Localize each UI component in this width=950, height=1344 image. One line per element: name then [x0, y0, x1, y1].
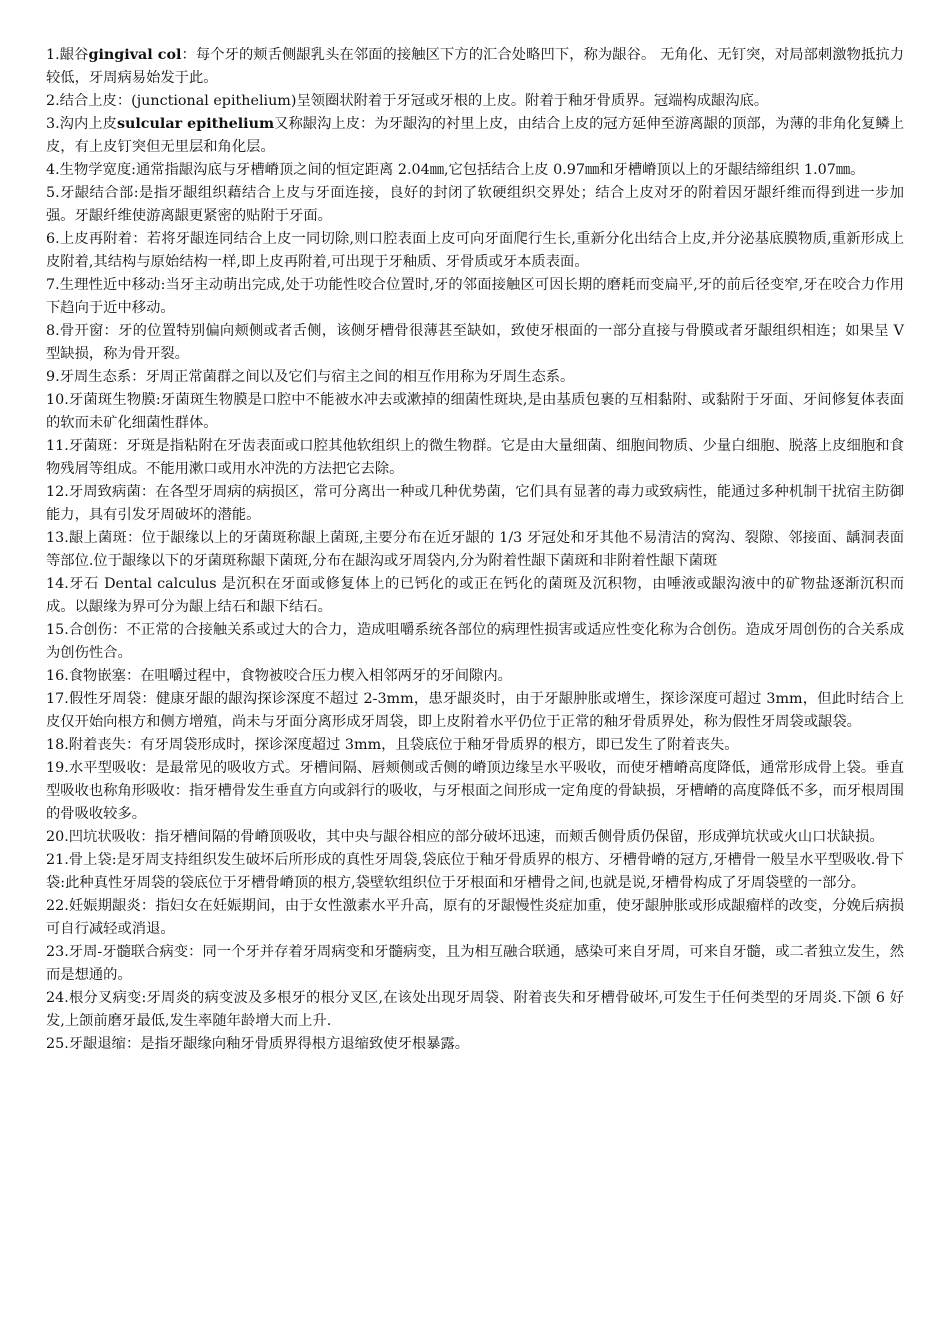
entry-term: 牙菌斑 — [68, 438, 113, 454]
entry-definition: 牙的位置特别偏向颊侧或者舌侧，该侧牙槽骨很薄甚至缺如，致使牙根面的一部分直接与骨膜或者牙龈组织相连；如果呈 V 型缺损，称为骨开裂。 — [46, 323, 905, 362]
entry-definition: 是最常见的吸收方式。牙槽间隔、唇颊侧或舌侧的嵴顶边缘呈水平吸收，而使牙槽嵴高度降低，通常形成骨上袋。垂直型吸收也称角形吸收：指牙槽骨发生垂直方向或斜行的吸收，与牙根面之间形成一定角度的骨缺损，牙槽嵴的高度降低不多，而牙根周围的骨吸收较多。 — [46, 760, 905, 822]
entry-separator: : — [160, 277, 166, 293]
glossary-entry — [46, 734, 904, 757]
glossary-entry — [46, 389, 904, 435]
entry-number: 1. — [46, 47, 60, 63]
glossary-entry — [46, 90, 904, 113]
entry-definition: 有牙周袋形成时，探诊深度超过 3mm，且袋底位于釉牙骨质界的根方，即已发生了附着丧失。 — [140, 737, 739, 753]
glossary-entry — [46, 895, 904, 941]
entry-number: 24. — [46, 990, 69, 1006]
glossary-entry — [46, 757, 904, 826]
entry-definition: 牙斑是指粘附在牙齿表面或口腔其他软组织上的微生物群。它是由大量细菌、细胞间物质、少量白细胞、脱落上皮细胞和食物残屑等组成。不能用漱口或用水冲洗的方法把它去除。 — [46, 438, 905, 477]
glossary-entry — [46, 182, 904, 228]
glossary-entry — [46, 665, 904, 688]
glossary-entry — [46, 274, 904, 320]
entry-term-english: (junctional epithelium) — [131, 93, 297, 109]
glossary-entry — [46, 228, 904, 274]
entry-definition: 牙菌斑生物膜是口腔中不能被水冲去或漱掉的细菌性斑块,是由基质包裹的互相黏附、或黏附于牙面、牙间修复体表面的软而未矿化细菌性群体。 — [46, 392, 905, 431]
entry-term: 牙周-牙髓联合病变 — [68, 944, 189, 960]
glossary-entry — [46, 113, 904, 159]
glossary-entry — [46, 366, 904, 389]
entry-definition: 是沉积在牙面或修复体上的已钙化的或正在钙化的菌斑及沉积物，由唾液或龈沟液中的矿物盐逐渐沉积而成。以龈缘为界可分为龈上结石和龈下结石。 — [46, 576, 905, 615]
entry-number: 13. — [46, 530, 69, 546]
entry-definition: 指妇女在妊娠期间，由于女性激素水平升高，原有的牙龈慢性炎症加重，使牙龈肿胀或形成龈瘤样的改变，分娩后病损可自行减轻或消退。 — [46, 898, 905, 937]
entry-term: 牙周致病菌 — [68, 484, 141, 500]
entry-separator: ： — [140, 829, 155, 845]
entry-term: 结合上皮： — [59, 93, 132, 109]
entry-separator: ： — [125, 668, 141, 684]
entry-separator: ： — [127, 530, 142, 546]
entry-number: 4. — [46, 162, 60, 178]
entry-number: 11. — [46, 438, 69, 454]
entry-definition: 若将牙龈连同结合上皮一同切除,则口腔表面上皮可向牙面爬行生长,重新分化出结合上皮,并分泌基底膜物质,重新形成上皮附着,其结构与原始结构一样,即上皮再附着,可出现于牙釉质、牙骨质或牙本质表面。 — [46, 231, 904, 270]
entry-term: 妊娠期龈炎 — [68, 898, 141, 914]
entry-separator: ： — [112, 622, 127, 638]
entry-number: 8. — [46, 323, 60, 339]
entry-separator: ： — [141, 691, 156, 707]
entry-separator: : — [131, 162, 136, 178]
entry-term: 水平型吸收 — [68, 760, 141, 776]
entry-term: 合创伤 — [68, 622, 113, 638]
entry-definition: 每个牙的颊舌侧龈乳头在邻面的接触区下方的汇合处略凹下，称为龈谷。 无角化、无钉突，对局部刺激物抵抗力较低，牙周病易始发于此。 — [46, 47, 905, 86]
entry-term: 附着丧失 — [68, 737, 126, 753]
entry-number: 16. — [46, 668, 69, 684]
entry-separator: ： — [140, 484, 156, 500]
entry-term: 牙龈结合部 — [59, 185, 134, 201]
entry-number: 2. — [46, 93, 60, 109]
entry-number: 18. — [46, 737, 69, 753]
entry-term: 骨开窗 — [59, 323, 104, 339]
entry-separator: : — [155, 392, 161, 408]
entry-definition: 牙周炎的病变波及多根牙的根分叉区,在该处出现牙周袋、附着丧失和牙槽骨破坏,可发生于任何类型的牙周炎.下颌 6 好发,上颌前磨牙最低,发生率随年龄增大而上升. — [46, 990, 904, 1029]
entry-separator: ： — [188, 944, 203, 960]
entry-term: 生理性近中移动 — [59, 277, 161, 293]
entry-term: 牙菌斑生物膜 — [68, 392, 156, 408]
entry-term: 牙周生态系 — [59, 369, 132, 385]
glossary-entry — [46, 527, 904, 573]
entry-term-english: sulcular epithelium — [116, 116, 275, 132]
entry-number: 15. — [46, 622, 69, 638]
entry-definition: 在各型牙周病的病损区，常可分离出一种或几种优势菌，它们具有显著的毒力或致病性，能通过多种机制干扰宿主防御能力，具有引发牙周破坏的潜能。 — [46, 484, 905, 523]
entry-separator: ： — [140, 760, 156, 776]
entry-term: 根分叉病变 — [68, 990, 142, 1006]
entry-definition: 当牙主动萌出完成,处于功能性咬合位置时,牙的邻面接触区可因长期的磨耗而变扁平,牙的前后径变窄,牙在咬合力作用下趋向于近中移动。 — [46, 277, 904, 316]
glossary-entry — [46, 44, 904, 90]
glossary-entry — [46, 849, 904, 895]
glossary-entry — [46, 1033, 904, 1056]
entry-separator: : — [141, 990, 147, 1006]
glossary-entry — [46, 619, 904, 665]
entry-number: 12. — [46, 484, 69, 500]
entry-term: 龈谷 — [59, 47, 89, 63]
entry-definition: 在咀嚼过程中，食物被咬合压力楔入相邻两牙的牙间隙内。 — [140, 668, 512, 684]
glossary-entry — [46, 941, 904, 987]
entry-separator: ： — [131, 369, 146, 385]
entry-definition: 呈领圈状附着于牙冠或牙根的上皮。附着于釉牙骨质界。冠端构成龈沟底。 — [296, 93, 769, 109]
entry-term: 假性牙周袋 — [68, 691, 142, 707]
entry-number: 9. — [46, 369, 60, 385]
entry-number: 5. — [46, 185, 60, 201]
entry-definition: 又称龈沟上皮：为牙龈沟的衬里上皮，由结合上皮的冠方延伸至游离龈的顶部，为薄的非角化复鳞上皮，有上皮钉突但无里层和角化层。 — [46, 116, 904, 155]
entry-term: 牙龈退缩 — [68, 1036, 126, 1052]
entry-definition: 同一个牙并存着牙周病变和牙髓病变，且为相互融合联通，感染可来自牙周，可来自牙髓，或二者独立发生，然而是想通的。 — [46, 944, 904, 983]
entry-definition: 指牙槽间隔的骨嵴顶吸收，其中央与龈谷相应的部分破坏迅速，而颊舌侧骨质仍保留，形成弹坑状或火山口状缺损。 — [154, 829, 884, 845]
glossary-entry — [46, 481, 904, 527]
entry-number: 3. — [46, 116, 60, 132]
entry-term: 牙石 Dental calculus — [68, 576, 217, 592]
entry-separator: : — [111, 852, 117, 868]
entry-separator: ： — [112, 438, 127, 454]
entry-term: 生物学宽度 — [59, 162, 132, 178]
entry-number: 14. — [46, 576, 69, 592]
entry-term: 凹坑状吸收 — [68, 829, 141, 845]
entry-number: 25. — [46, 1036, 69, 1052]
entry-separator: ： — [103, 323, 119, 339]
entry-term: 食物嵌塞 — [68, 668, 126, 684]
entry-term: 骨上袋 — [68, 852, 112, 868]
entry-definition: 是指牙龈组织藉结合上皮与牙面连接，良好的封闭了软硬组织交界处；结合上皮对牙的附着因牙龈纤维而得到进一步加强。牙龈纤维使游离龈更紧密的贴附于牙面。 — [46, 185, 904, 224]
glossary-entry — [46, 435, 904, 481]
entry-number: 10. — [46, 392, 69, 408]
entry-term: 沟内上皮 — [59, 116, 117, 132]
glossary-entry — [46, 987, 904, 1033]
entry-definition: 不正常的合接触关系或过大的合力，造成咀嚼系统各部位的病理性损害或适应性变化称为合创伤。造成牙周创伤的合关系成为创伤性合。 — [46, 622, 905, 661]
entry-number: 17. — [46, 691, 69, 707]
entry-term-english: gingival col — [88, 47, 182, 63]
entry-definition: 是指牙龈缘向釉牙骨质界得根方退缩致使牙根暴露。 — [140, 1036, 470, 1052]
entry-definition: 牙周正常菌群之间以及它们与宿主之间的相互作用称为牙周生态系。 — [145, 369, 575, 385]
entry-number: 22. — [46, 898, 69, 914]
entry-term: 上皮再附着 — [59, 231, 133, 247]
glossary-entry — [46, 320, 904, 366]
entry-number: 21. — [46, 852, 69, 868]
glossary-entry — [46, 688, 904, 734]
glossary-entry — [46, 573, 904, 619]
entry-number: 6. — [46, 231, 60, 247]
entry-definition: 健康牙龈的龈沟探诊深度不超过 2-3mm，患牙龈炎时，由于牙龈肿胀或增生，探诊深度可超过 3mm，但此时结合上皮仅开始向根方和侧方增殖，尚未与牙面分离形成牙周袋，即上皮附着水平仍位于正常的釉牙骨质界处，称为假性牙周袋或龈袋。 — [46, 691, 905, 730]
entry-number: 7. — [46, 277, 60, 293]
entry-separator: ： — [140, 898, 156, 914]
entry-separator: ： — [132, 231, 147, 247]
entry-definition: 位于龈缘以上的牙菌斑称龈上菌斑,主要分布在近牙龈的 1/3 牙冠处和牙其他不易清洁的窝沟、裂隙、邻接面、龋洞表面等部位.位于龈缘以下的牙菌斑称龈下菌斑,分布在龈沟或牙周袋内,分为附着性龈下菌斑和非附着性龈下菌斑 — [46, 530, 905, 569]
entry-definition: 是牙周支持组织发生破坏后所形成的真性牙周袋,袋底位于釉牙骨质界的根方、牙槽骨嵴的冠方,牙槽骨一般呈水平型吸收.骨下袋:此种真性牙周袋的袋底位于牙槽骨嵴顶的根方,袋壁软组织位于牙根面和牙槽骨之间,也就是说,牙槽骨构成了牙周袋壁的一部分。 — [46, 852, 904, 891]
glossary-entry — [46, 826, 904, 849]
entry-number: 23. — [46, 944, 69, 960]
glossary-entry — [46, 159, 904, 182]
entry-term: 龈上菌斑 — [68, 530, 127, 546]
entry-separator: ： — [125, 737, 141, 753]
entry-separator: ： — [181, 47, 196, 63]
entry-separator: : — [133, 185, 139, 201]
entry-number: 20. — [46, 829, 69, 845]
entry-number: 19. — [46, 760, 69, 776]
entry-separator: ： — [125, 1036, 141, 1052]
entry-definition: 通常指龈沟底与牙槽嵴顶之间的恒定距离 2.04㎜,它包括结合上皮 0.97㎜和牙槽嵴顶以上的牙龈结缔组织 1.07㎜。 — [135, 162, 865, 178]
glossary-page — [46, 44, 904, 1056]
